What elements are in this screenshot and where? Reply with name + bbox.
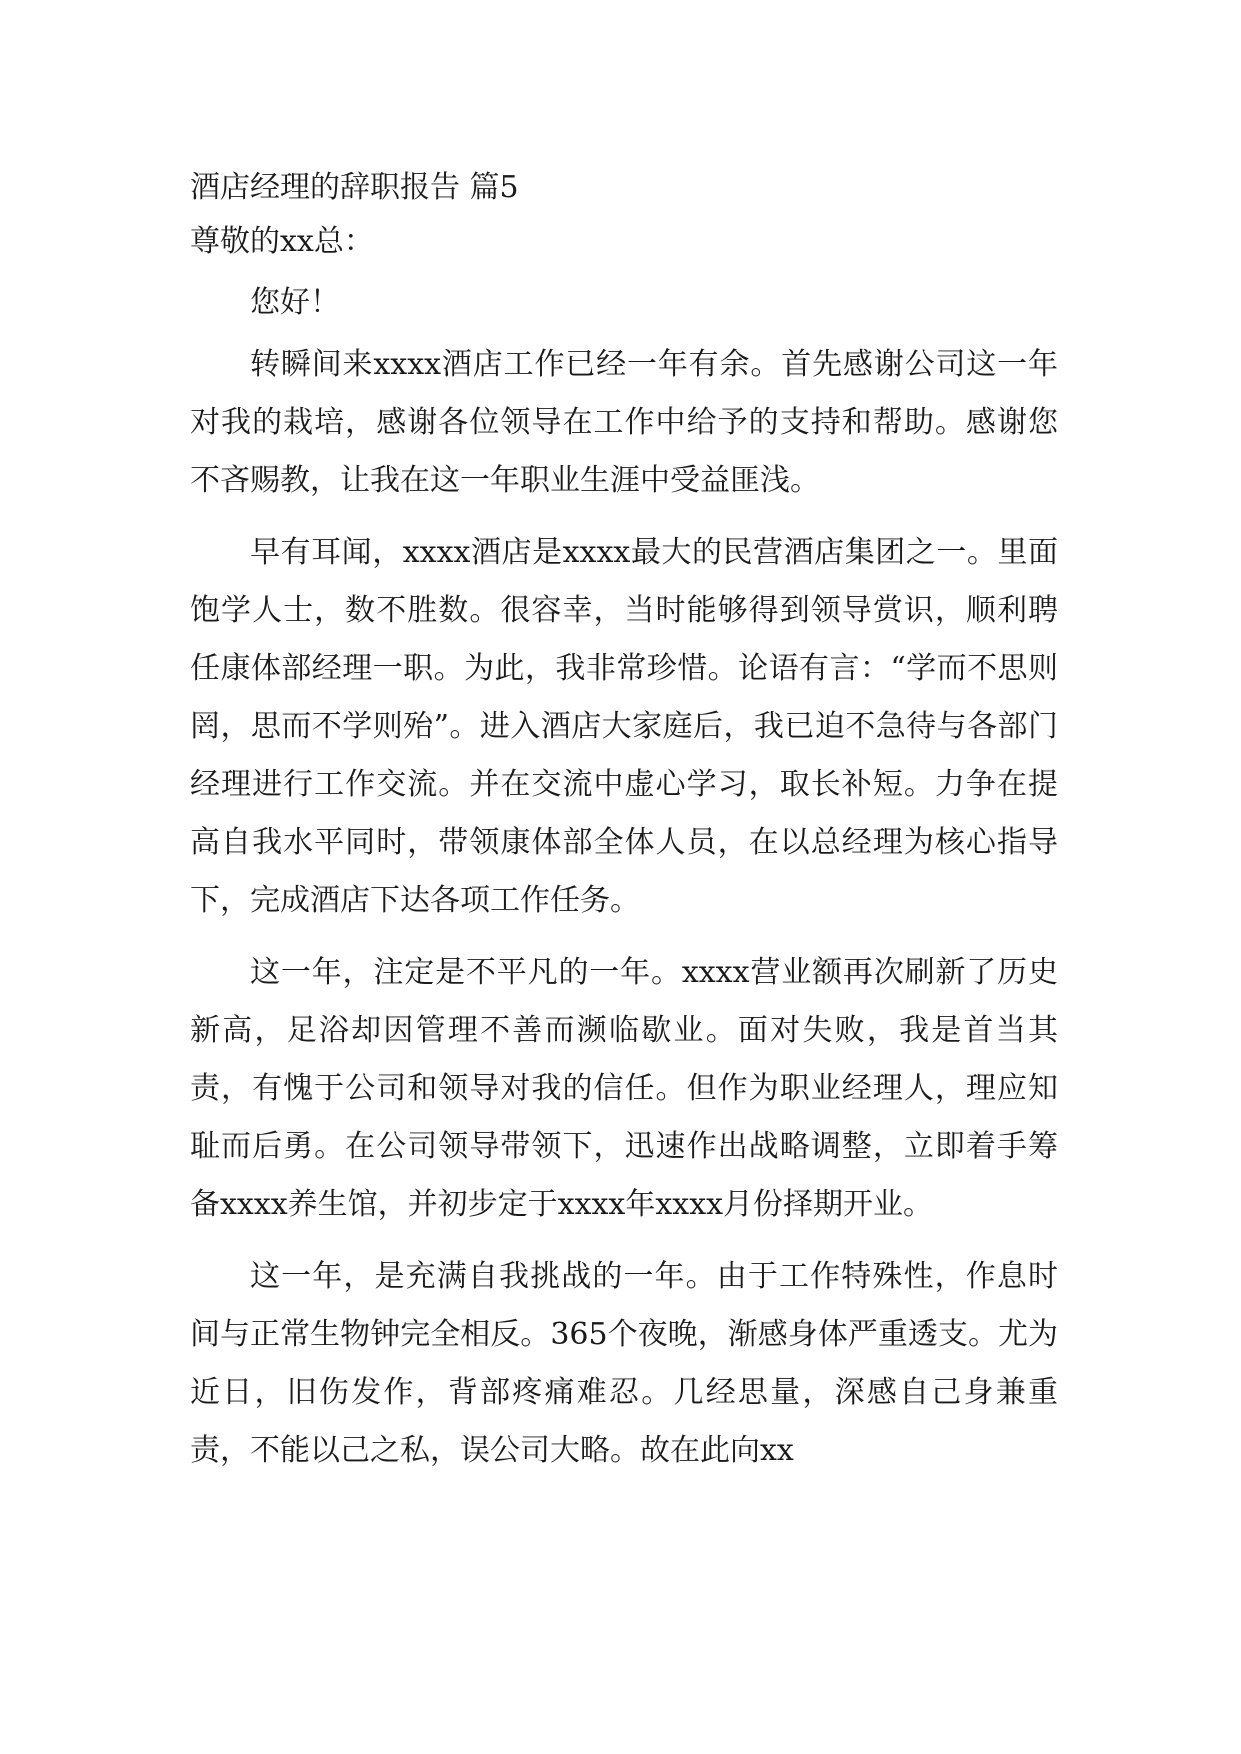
paragraph-4: 这一年，是充满自我挑战的一年。由于工作特殊性，作息时间与正常生物钟完全相反。365个夜晚，渐感身体严重透支。尤为近日，旧伤发作，背部疼痛难忍。几经思量，深感自己身兼重责，不能以己之私，误公司大略。故在此向xx xyxy=(190,1259,1058,1468)
paragraph-1: 转瞬间来xxxx酒店工作已经一年有余。首先感谢公司这一年对我的栽培，感谢各位领导在工作中给予的支持和帮助。感谢您不吝赐教，让我在这一年职业生涯中受益匪浅。 xyxy=(190,347,1058,498)
paragraph-3: 这一年，注定是不平凡的一年。xxxx营业额再次刷新了历史新高，足浴却因管理不善而濒临歇业。面对失败，我是首当其责，有愧于公司和领导对我的信任。但作为职业经理人，理应知耻而后勇。在公司领导带领下，迅速作出战略调整，立即着手筹备xxxx养生馆，并初步定于xxxx年xxxx月份择期开业。 xyxy=(190,955,1058,1222)
salutation: 尊敬的xx总： xyxy=(190,224,374,259)
greeting: 您好！ xyxy=(250,285,340,320)
document-body xyxy=(190,162,1058,1480)
paragraph-2: 早有耳闻，xxxx酒店是xxxx最大的民营酒店集团之一。里面饱学人士，数不胜数。很容幸，当时能够得到领导赏识，顺利聘任康体部经理一职。为此，我非常珍惜。论语有言：“学而不思则罔，思而不学则殆”。进入酒店大家庭后，我已迫不急待与各部门经理进行工作交流。并在交流中虚心学习，取长补短。力争在提高自我水平同时，带领康体部全体人员，在以总经理为核心指导下，完成酒店下达各项工作任务。 xyxy=(190,535,1058,918)
document-title: 酒店经理的辞职报告 篇5 xyxy=(190,170,519,205)
